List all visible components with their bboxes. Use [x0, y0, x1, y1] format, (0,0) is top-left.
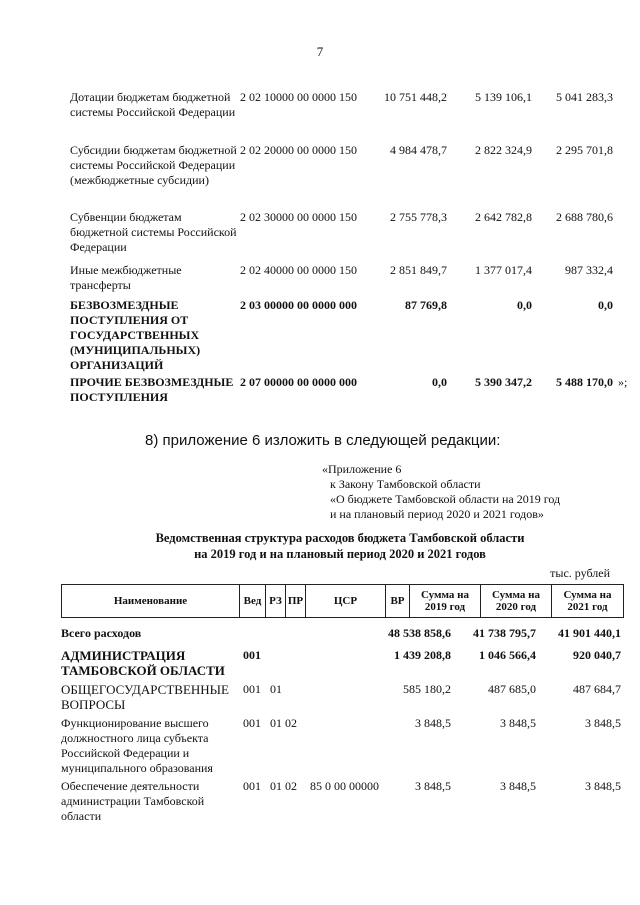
row-rz: 01 [270, 682, 282, 696]
heading-line: на 2019 год и на плановый период 2020 и 2021 годов [194, 547, 486, 561]
row-pr: 02 [285, 716, 297, 730]
row-sum-2019: 3 848,5 [415, 779, 451, 793]
income-row-name: Субсидии бюджетам бюджетной системы Российской Федерации (межбюджетные субсидии) [70, 143, 237, 187]
header-name: Наименование [62, 585, 240, 617]
row-name: Обеспечение деятельности администрации Тамбовской области [61, 779, 205, 823]
appendix-line: и на плановый период 2020 и 2021 годов» [330, 507, 544, 521]
page-number: 7 [316, 44, 324, 59]
total-2021: 41 901 440,1 [558, 626, 621, 640]
income-row-2021: 0,0 [598, 298, 613, 312]
table-header [61, 584, 624, 618]
income-row-code: 2 02 30000 00 0000 150 [240, 210, 357, 224]
income-row-name: Иные межбюджетные трансферты [70, 263, 182, 292]
row-sum-2020: 3 848,5 [500, 779, 536, 793]
appendix-line: «Приложение 6 [322, 462, 402, 476]
amendment-text: 8) приложение 6 изложить в следующей редакции: [145, 432, 501, 449]
heading-line: Ведомственная структура расходов бюджета Тамбовской области [155, 531, 525, 545]
income-row-2019: 10 751 448,2 [384, 90, 447, 104]
header-rz: РЗ [266, 585, 286, 617]
appendix-line: к Закону Тамбовской области [330, 477, 481, 491]
row-ved: 001 [243, 779, 261, 793]
units-label: тыс. рублей [550, 566, 610, 580]
row-sum-2020: 487 685,0 [488, 682, 536, 696]
header-sum-2019: Сумма на 2019 год [410, 585, 481, 617]
income-row-2021: 5 488 170,0 [556, 375, 613, 389]
income-row-2020: 2 642 782,8 [475, 210, 532, 224]
appendix-reference [322, 462, 560, 522]
table-heading [0, 530, 640, 562]
row-name: АДМИНИСТРАЦИЯ ТАМБОВСКОЙ ОБЛАСТИ [61, 648, 225, 678]
income-row-2020: 5 390 347,2 [475, 375, 532, 389]
row-ved: 001 [243, 682, 261, 696]
income-row-code: 2 02 10000 00 0000 150 [240, 90, 357, 104]
income-row-2019: 87 769,8 [405, 298, 447, 312]
row-sum-2019: 3 848,5 [415, 716, 451, 730]
income-row-2021: 987 332,4 [565, 263, 613, 277]
income-row-code: 2 02 40000 00 0000 150 [240, 263, 357, 277]
income-row-2019: 2 851 849,7 [390, 263, 447, 277]
income-row-name: БЕЗВОЗМЕЗДНЫЕ ПОСТУПЛЕНИЯ ОТ ГОСУДАРСТВЕННЫХ (МУНИЦИПАЛЬНЫХ) ОРГАНИЗАЦИЙ [70, 298, 201, 372]
header-csr: ЦСР [306, 585, 386, 617]
income-row-2021: 2 295 701,8 [556, 143, 613, 157]
income-row-2019: 4 984 478,7 [390, 143, 447, 157]
row-sum-2019: 1 439 208,8 [394, 648, 451, 662]
row-sum-2021: 3 848,5 [585, 779, 621, 793]
income-row-code: 2 07 00000 00 0000 000 [240, 375, 357, 389]
row-rz: 01 [270, 779, 282, 793]
income-row-2020: 0,0 [517, 298, 532, 312]
appendix-line: «О бюджете Тамбовской области на 2019 год [330, 492, 561, 506]
row-name: Функционирование высшего должностного лица субъекта Российской Федерации и муниципального образования [61, 716, 213, 775]
income-row-2021: 5 041 283,3 [556, 90, 613, 104]
row-sum-2020: 3 848,5 [500, 716, 536, 730]
row-sum-2021: 920 040,7 [573, 648, 621, 662]
income-row-2020: 5 139 106,1 [475, 90, 532, 104]
header-sum-2021: Сумма на 2021 год [563, 589, 612, 613]
income-row-code: 2 02 20000 00 0000 150 [240, 143, 357, 157]
header-pr: ПР [286, 585, 306, 617]
row-pr: 02 [285, 779, 297, 793]
row-sum-2019: 585 180,2 [403, 682, 451, 696]
income-row-name: ПРОЧИЕ БЕЗВОЗМЕЗДНЫЕ ПОСТУПЛЕНИЯ [70, 375, 234, 404]
income-row-2020: 2 822 324,9 [475, 143, 532, 157]
row-rz: 01 [270, 716, 282, 730]
row-ved: 001 [243, 648, 261, 662]
header-ved: Вед [240, 585, 266, 617]
income-row-2019: 2 755 778,3 [390, 210, 447, 224]
total-2020: 41 738 795,7 [473, 626, 536, 640]
row-sum-2020: 1 046 566,4 [479, 648, 536, 662]
income-row-2021: 2 688 780,6 [556, 210, 613, 224]
row-ved: 001 [243, 716, 261, 730]
income-row-name: Субвенции бюджетам бюджетной системы Российской Федерации [70, 210, 237, 254]
row-csr: 85 0 00 00000 [310, 779, 379, 793]
income-row-2019: 0,0 [432, 375, 447, 389]
row-sum-2021: 487 684,7 [573, 682, 621, 696]
header-sum-2020: Сумма на 2020 год [481, 585, 552, 617]
income-row-2020: 1 377 017,4 [475, 263, 532, 277]
total-label: Всего расходов [61, 626, 142, 640]
row-name: ОБЩЕГОСУДАРСТВЕННЫЕ ВОПРОСЫ [61, 682, 229, 712]
income-row-name: Дотации бюджетам бюджетной системы Российской Федерации [70, 90, 236, 119]
row-sum-2021: 3 848,5 [585, 716, 621, 730]
header-vr: ВР [386, 585, 410, 617]
income-row-code: 2 03 00000 00 0000 000 [240, 298, 357, 312]
closing-quote: »; [618, 375, 628, 389]
total-2019: 48 538 858,6 [388, 626, 451, 640]
